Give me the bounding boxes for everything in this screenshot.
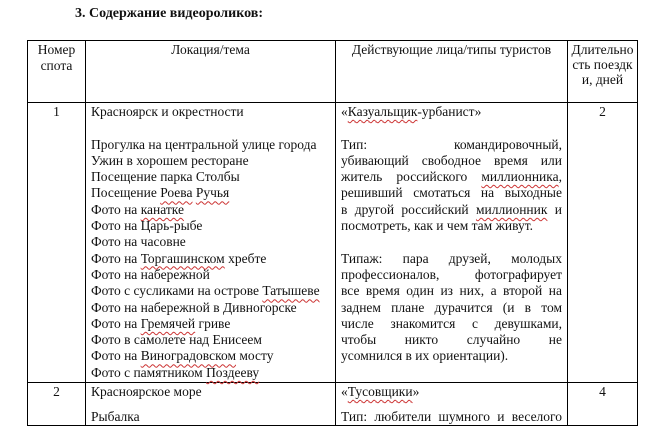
blank-line <box>341 400 562 409</box>
persona-line <box>341 218 562 234</box>
persona-paragraph <box>341 384 562 400</box>
text-segment: « <box>341 384 348 400</box>
text-segment: Рыбалка <box>91 409 140 425</box>
text-segment: Фото в самолете над Енисеем <box>91 332 262 348</box>
location-lines <box>91 384 330 424</box>
misspelled-word: Татышеве <box>262 283 320 299</box>
text-segment: » <box>412 384 420 400</box>
persona-line <box>341 283 562 299</box>
col-header-location-theme: Локация/тема <box>86 41 336 103</box>
text-segment: « <box>341 104 348 119</box>
location-line <box>91 365 330 381</box>
duration-cell: 4 <box>568 383 638 426</box>
text-segment: Фото на <box>91 348 141 364</box>
persona-paragraph <box>341 251 562 365</box>
persona-line <box>341 332 562 348</box>
text-segment: заднем плане дурачится (и в том <box>341 299 562 315</box>
spot-number-cell: 1 <box>28 103 86 383</box>
location-line <box>91 251 330 267</box>
blank-line <box>91 400 330 409</box>
text-segment: Ужин в хорошем ресторане <box>91 152 249 168</box>
text-segment: числе знакомится с девушками, <box>341 315 562 331</box>
personas-cell <box>336 383 568 426</box>
blank-line <box>91 120 330 136</box>
persona-line <box>341 137 562 153</box>
text-segment: Прогулка на центральной улице города <box>91 136 317 152</box>
blank-line <box>341 120 562 136</box>
col-header-spot-number: Номер спота <box>28 41 86 103</box>
text-segment: Фото на <box>91 250 141 266</box>
location-line <box>91 234 330 250</box>
text-segment: и <box>547 201 562 217</box>
text-segment: , <box>558 169 562 185</box>
location-line <box>91 384 330 400</box>
location-line <box>91 283 330 299</box>
location-line <box>91 218 330 234</box>
location-line <box>91 153 330 169</box>
text-segment: -урбанист» <box>417 104 482 119</box>
persona-line <box>341 300 562 316</box>
text-segment: профессионалов, фотографирует <box>341 266 562 282</box>
text-segment: Красноярское море <box>91 384 202 400</box>
text-segment: мосту <box>236 348 274 364</box>
persona-paragraphs <box>341 384 562 424</box>
text-segment: житель российского <box>341 169 482 185</box>
persona-line <box>341 348 562 364</box>
text-segment: Типаж: пара друзей, молодых <box>341 250 562 266</box>
text-segment: Красноярск и окрестности <box>91 104 244 119</box>
persona-line <box>341 153 562 169</box>
text-segment: решивший смотаться на выходные <box>341 185 562 201</box>
misspelled-word: Тусовщики <box>347 384 413 400</box>
misspelled-word: Роева <box>160 185 193 201</box>
spot-number-cell: 2 <box>28 383 86 426</box>
location-line <box>91 104 330 120</box>
location-line <box>91 300 330 316</box>
text-segment: чтобы никто случайно не <box>341 332 562 348</box>
text-segment: Фото на <box>91 201 141 217</box>
table-row <box>28 103 638 383</box>
misspelled-word: миллионника <box>481 169 559 185</box>
misspelled-word: миллионник <box>475 201 548 217</box>
text-segment: Посещение <box>91 185 161 201</box>
location-line <box>91 169 330 185</box>
location-line <box>91 332 330 348</box>
col-header-personas: Действующие лица/типы туристов <box>336 41 568 103</box>
persona-paragraph <box>341 104 562 120</box>
text-segment: гриве <box>195 315 231 331</box>
location-line <box>91 267 330 283</box>
location-cell <box>86 383 336 426</box>
table-row <box>28 383 638 426</box>
text-segment: убивающий свободное время или <box>341 152 562 168</box>
location-line <box>91 316 330 332</box>
location-line <box>91 202 330 218</box>
persona-line <box>341 185 562 201</box>
text-segment: Фото на набережной <box>91 266 210 282</box>
location-line <box>91 185 330 201</box>
table-header-row <box>28 41 638 103</box>
text-segment: Тип: командировочный, <box>341 136 562 152</box>
blank-line <box>341 234 562 250</box>
text-segment: хребте <box>224 250 267 266</box>
video-content-table <box>27 40 638 426</box>
location-cell <box>86 103 336 383</box>
location-line <box>91 348 330 364</box>
location-line <box>91 137 330 153</box>
persona-paragraphs <box>341 104 562 365</box>
persona-paragraph <box>341 409 562 424</box>
text-segment: посмотреть, как и чем там живут. <box>341 218 534 234</box>
persona-line <box>341 169 562 185</box>
text-segment: Фото на набережной в Дивногорске <box>91 299 297 315</box>
text-segment: Фото на часовне <box>91 234 186 250</box>
text-segment: Посещение парка Столбы <box>91 169 240 185</box>
persona-line <box>341 316 562 332</box>
persona-line <box>341 251 562 267</box>
table-body <box>28 103 638 426</box>
text-segment: Фото на <box>91 315 141 331</box>
misspelled-word: Поздееву <box>206 364 260 380</box>
text-segment: Фото с сусликами на острове <box>91 283 263 299</box>
misspelled-word: Торгашинском <box>140 250 225 266</box>
text-segment: все время один из них, а второй на <box>341 283 562 299</box>
personas-cell <box>336 103 568 383</box>
col-header-trip-duration: Длительность поездки, дней <box>568 41 638 103</box>
duration-cell: 2 <box>568 103 638 383</box>
text-segment: Тип: любители шумного и веселого <box>341 409 562 425</box>
misspelled-word: Виноградовском <box>140 348 236 364</box>
misspelled-word: Ручья <box>195 185 230 201</box>
misspelled-word: Казуальщик <box>347 104 418 119</box>
persona-line <box>341 104 562 120</box>
persona-line <box>341 384 562 400</box>
misspelled-word: канатке <box>140 201 185 217</box>
persona-paragraph <box>341 137 562 235</box>
persona-line <box>341 267 562 283</box>
text-segment: Фото на Царь-рыбе <box>91 218 203 234</box>
text-segment: Фото с памятником <box>91 364 207 380</box>
text-segment: усомнился в их ориентации). <box>341 348 509 364</box>
location-line <box>91 409 330 424</box>
misspelled-word: Гремячей <box>140 315 196 331</box>
text-segment: в другой российский <box>341 201 476 217</box>
persona-line <box>341 202 562 218</box>
persona-line <box>341 409 562 424</box>
section-heading: 3. Содержание видеороликов: <box>75 6 263 21</box>
location-lines <box>91 104 330 381</box>
